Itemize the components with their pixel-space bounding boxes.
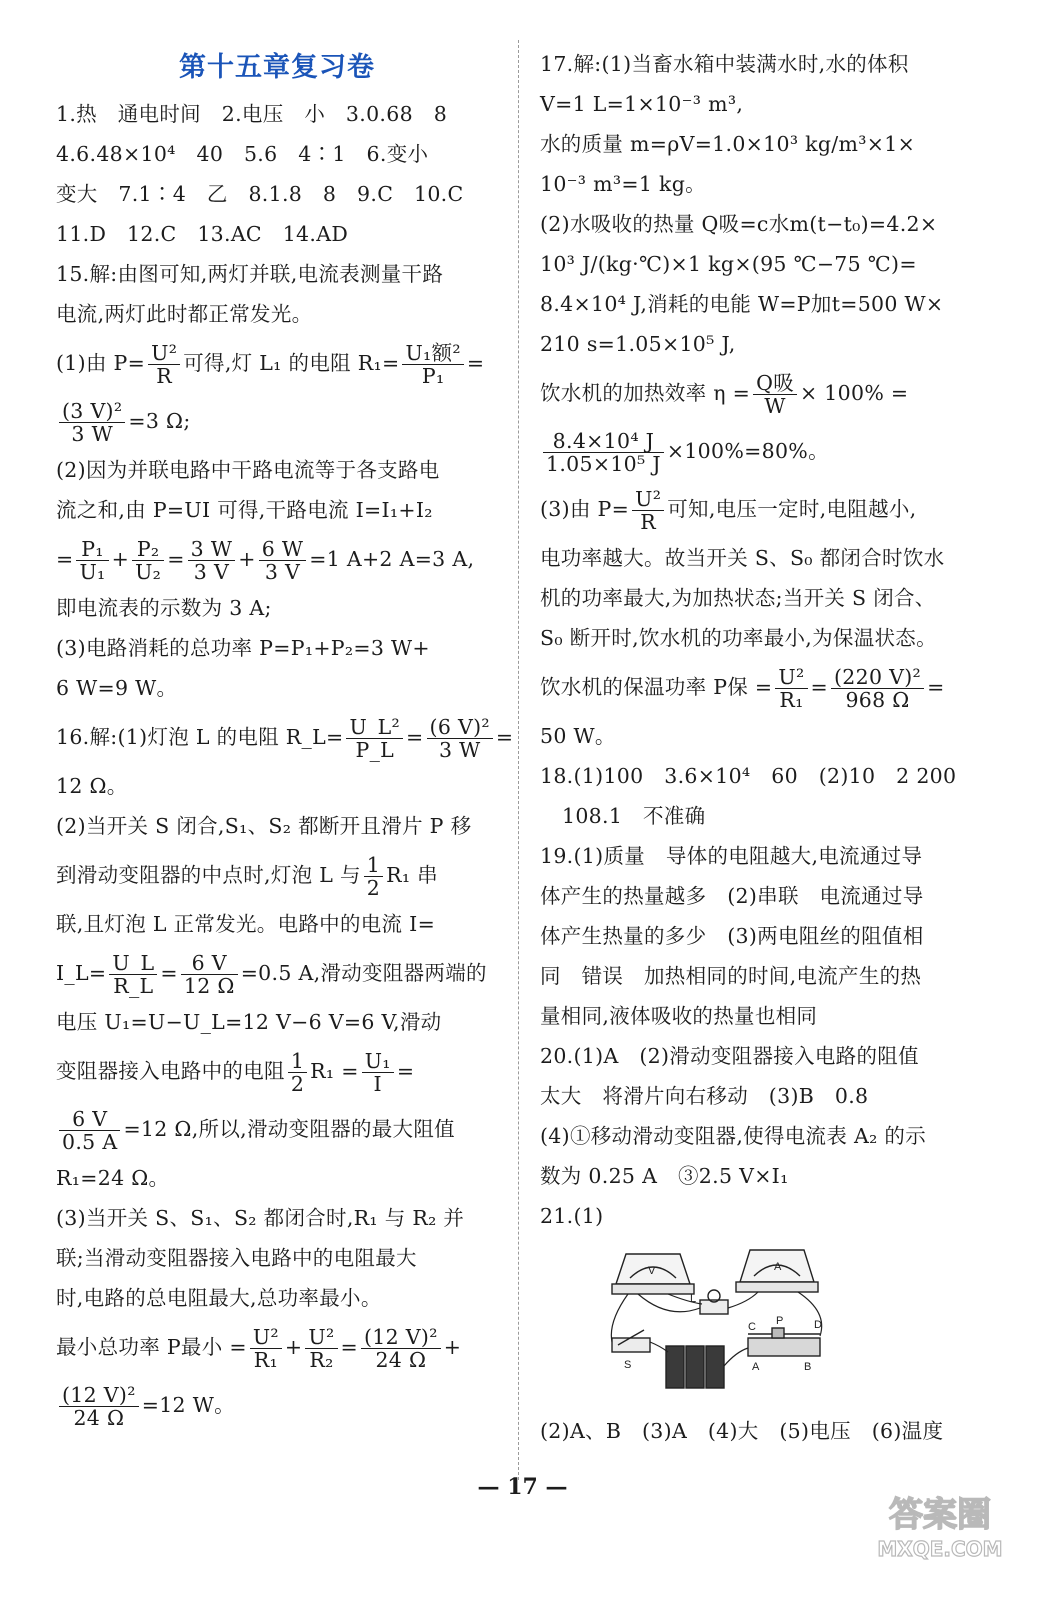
formula-line xyxy=(56,530,498,588)
text: × 100% = xyxy=(800,381,909,405)
numerator: (6 V)² xyxy=(427,716,493,739)
answer-line: S₀ 断开时,饮水机的功率最小,为保温状态。 xyxy=(540,626,937,650)
denominator: R₁ xyxy=(253,1348,278,1372)
answer-line: 4.6.48×10⁴ 40 5.6 4∶1 6.变小 xyxy=(56,142,429,166)
denominator: 24 Ω xyxy=(375,1348,427,1372)
numerator: P₂ xyxy=(132,538,164,561)
denominator: 24 Ω xyxy=(73,1406,125,1430)
answer-line: 变大 7.1∶4 乙 8.1.8 8 9.C 10.C xyxy=(56,182,464,206)
text: =1 A+2 A=3 A, xyxy=(309,547,475,571)
answer-line: (2)水吸收的热量 Q吸=c水m(t−t₀)=4.2× xyxy=(540,212,938,236)
text: =12 Ω,所以,滑动变阻器的最大阻值 xyxy=(123,1117,455,1141)
answer-line: (2)当开关 S 闭合,S₁、S₂ 都断开且滑片 P 移 xyxy=(56,814,472,838)
numerator: U₁额² xyxy=(402,342,463,365)
denominator: U₂ xyxy=(135,560,162,584)
answer-line: 108.1 不准确 xyxy=(562,804,706,828)
terminal-a-label: A xyxy=(752,1361,760,1373)
fraction xyxy=(259,538,307,583)
answer-line: (2)因为并联电路中干路电流等于各支路电 xyxy=(56,458,440,482)
denominator: 3 V xyxy=(193,560,230,584)
answer-line: 即电流表的示数为 3 A; xyxy=(56,596,272,620)
fraction xyxy=(132,538,164,583)
numerator: U₁ xyxy=(362,1050,394,1073)
numerator: 3 W xyxy=(188,538,236,561)
text: + xyxy=(238,547,256,571)
numerator: 6 V xyxy=(181,952,238,975)
numerator: 1 xyxy=(364,854,383,877)
fraction xyxy=(59,400,125,445)
switch-label: S xyxy=(624,1359,632,1371)
formula-line xyxy=(56,1100,498,1158)
text: + xyxy=(284,1335,303,1359)
fraction xyxy=(362,1050,394,1095)
answer-line: 电功率越大。故当开关 S、S₀ 都闭合时饮水 xyxy=(540,546,945,570)
ammeter-label: A xyxy=(774,1261,782,1273)
answer-line: 15.解:由图可知,两灯并联,电流表测量干路 xyxy=(56,262,444,286)
numerator: 8.4×10⁴ J xyxy=(543,430,664,453)
denominator: U₁ xyxy=(79,560,106,584)
answer-line: 时,电路的总电阻最大,总功率最小。 xyxy=(56,1286,382,1310)
formula-line xyxy=(540,658,980,716)
fraction xyxy=(831,666,924,711)
denominator: 3 W xyxy=(71,422,113,446)
denominator: 12 Ω xyxy=(183,974,235,998)
numerator: (220 V)² xyxy=(831,666,924,689)
page-title: 第十五章复习卷 xyxy=(179,52,375,83)
switch-icon xyxy=(612,1330,650,1352)
fraction xyxy=(288,1050,307,1095)
formula-line xyxy=(540,480,980,538)
fraction xyxy=(427,716,493,761)
text: =0.5 A,滑动变阻器两端的 xyxy=(240,961,487,985)
text: R₁ = xyxy=(310,1059,359,1083)
numerator: P₁ xyxy=(76,538,108,561)
text: 饮水机的保温功率 P保 = xyxy=(540,675,773,699)
answer-line: 18.(1)100 3.6×10⁴ 60 (2)10 2 200 xyxy=(540,764,957,788)
numerator: (3 V)² xyxy=(59,400,125,423)
formula-line xyxy=(56,392,498,450)
fraction xyxy=(775,666,807,711)
fraction xyxy=(148,342,180,387)
denominator: 2 xyxy=(290,1072,305,1096)
text: = xyxy=(340,1335,358,1359)
text: 饮水机的加热效率 η = xyxy=(540,381,751,405)
rheostat-icon xyxy=(748,1328,820,1356)
answer-line: 17.解:(1)当畜水箱中装满水时,水的体积 xyxy=(540,52,909,76)
answer-line: 数为 0.25 A ③2.5 V×I₁ xyxy=(540,1164,789,1188)
fraction xyxy=(109,952,157,997)
text: =3 Ω; xyxy=(128,409,191,433)
text: + xyxy=(111,547,130,571)
numerator: (12 V)² xyxy=(59,1384,139,1407)
fraction xyxy=(76,538,108,583)
fraction xyxy=(250,1326,282,1371)
terminal-d-label: D xyxy=(814,1319,823,1331)
answer-line: 8.4×10⁴ J,消耗的电能 W=P加t=500 W× xyxy=(540,292,944,316)
answer-line: 10³ J/(kg·℃)×1 kg×(95 ℃−75 ℃)= xyxy=(540,252,917,276)
numerator: U² xyxy=(632,488,664,511)
terminal-b-label: B xyxy=(804,1361,812,1373)
answer-line: 联;当滑动变阻器接入电路中的电阻最大 xyxy=(56,1246,417,1270)
denominator: 2 xyxy=(366,876,381,900)
battery-icon xyxy=(666,1346,724,1388)
fraction xyxy=(59,1108,120,1153)
left-column xyxy=(56,44,514,1434)
right-column xyxy=(540,44,980,1451)
answer-line: 50 W。 xyxy=(540,724,616,748)
numerator: 6 W xyxy=(259,538,307,561)
formula-line xyxy=(56,1318,498,1376)
text: 可知,电压一定时,电阻越小, xyxy=(667,497,917,521)
answer-line: R₁=24 Ω。 xyxy=(56,1166,170,1190)
text: = xyxy=(56,547,74,571)
answer-line: 联,且灯泡 L 正常发光。电路中的电流 I= xyxy=(56,912,436,936)
answer-line: (3)电路消耗的总功率 P=P₁+P₂=3 W+ xyxy=(56,636,430,660)
answer-line: 机的功率最大,为加热状态;当开关 S 闭合、 xyxy=(540,586,936,610)
answer-line: 太大 将滑片向右移动 (3)B 0.8 xyxy=(540,1084,869,1108)
text: I_L= xyxy=(56,961,107,985)
answer-line: (2)A、B (3)A (4)大 (5)电压 (6)温度 xyxy=(540,1419,944,1443)
text: ×100%=80%。 xyxy=(666,439,829,463)
answer-line: 10⁻³ m³=1 kg。 xyxy=(540,172,706,196)
formula-line xyxy=(56,846,498,904)
denominator: R_L xyxy=(113,974,154,998)
denominator: R₂ xyxy=(309,1348,334,1372)
answer-line: 量相同,液体吸收的热量也相同 xyxy=(540,1004,818,1028)
bulb-label: L xyxy=(690,1293,697,1305)
text: = xyxy=(495,725,514,749)
fraction xyxy=(305,1326,337,1371)
voltmeter-label: V xyxy=(648,1265,656,1277)
answer-line: 6 W=9 W。 xyxy=(56,676,178,700)
answer-line: 电流,两灯此时都正常发光。 xyxy=(56,302,313,326)
text: (3)由 P= xyxy=(540,497,630,521)
formula-line xyxy=(56,944,498,1002)
watermark-text: 答案圈 xyxy=(889,1495,991,1535)
text: = xyxy=(810,675,828,699)
answer-line: 210 s=1.05×10⁵ J, xyxy=(540,332,736,356)
numerator: 1 xyxy=(288,1050,307,1073)
text: = xyxy=(167,547,185,571)
denominator: R xyxy=(640,510,657,534)
fraction xyxy=(346,716,403,761)
fraction xyxy=(361,1326,441,1371)
text: = xyxy=(927,675,945,699)
answer-line: 11.D 12.C 13.AC 14.AD xyxy=(56,222,349,246)
answer-line: (3)当开关 S、S₁、S₂ 都闭合时,R₁ 与 R₂ 并 xyxy=(56,1206,465,1230)
denominator: I xyxy=(373,1072,382,1096)
formula-line xyxy=(540,364,980,422)
numerator: Q吸 xyxy=(753,372,797,395)
formula-line xyxy=(56,1042,498,1100)
denominator: 0.5 A xyxy=(62,1130,118,1154)
text: 可得,灯 L₁ 的电阻 R₁= xyxy=(183,351,400,375)
text: = xyxy=(396,1059,415,1083)
answer-line: 体产生热量的多少 (3)两电阻丝的阻值相 xyxy=(540,924,924,948)
watermark-url: MXQE.COM xyxy=(877,1537,1003,1561)
formula-line xyxy=(56,1376,498,1434)
text: =12 W。 xyxy=(141,1393,235,1417)
denominator: P₁ xyxy=(421,364,445,388)
denominator: W xyxy=(764,394,786,418)
text: 16.解:(1)灯泡 L 的电阻 R_L= xyxy=(56,725,344,749)
bulb-icon xyxy=(700,1290,728,1314)
answer-line: V=1 L=1×10⁻³ m³, xyxy=(540,92,744,116)
formula-line xyxy=(56,708,514,766)
answer-line: 19.(1)质量 导体的电阻越大,电流通过导 xyxy=(540,844,923,868)
fraction xyxy=(543,430,664,475)
text: + xyxy=(443,1335,462,1359)
numerator: (12 V)² xyxy=(361,1326,441,1349)
numerator: U² xyxy=(148,342,180,365)
fraction xyxy=(181,952,238,997)
answer-line: 20.(1)A (2)滑动变阻器接入电路的阻值 xyxy=(540,1044,919,1068)
fraction xyxy=(364,854,383,899)
page-number: — 17 — xyxy=(477,1474,568,1500)
numerator: U_L xyxy=(109,952,157,975)
answer-line: 电压 U₁=U−U_L=12 V−6 V=6 V,滑动 xyxy=(56,1010,442,1034)
text: 到滑动变阻器的中点时,灯泡 L 与 xyxy=(56,863,361,887)
text: 变阻器接入电路中的电阻 xyxy=(56,1059,285,1083)
circuit-diagram xyxy=(608,1242,838,1392)
fraction xyxy=(402,342,463,387)
answer-line: 12 Ω。 xyxy=(56,774,128,798)
numerator: 6 V xyxy=(59,1108,120,1131)
denominator: 3 W xyxy=(438,738,481,762)
text: = xyxy=(406,725,424,749)
answer-line: 1.热 通电时间 2.电压 小 3.0.68 8 xyxy=(56,102,448,126)
numerator: U² xyxy=(775,666,807,689)
numerator: U² xyxy=(305,1326,337,1349)
numerator: U² xyxy=(250,1326,282,1349)
text: (1)由 P= xyxy=(56,351,146,375)
denominator: P_L xyxy=(355,738,395,762)
denominator: 968 Ω xyxy=(845,688,910,712)
text: R₁ 串 xyxy=(386,863,438,887)
fraction xyxy=(753,372,797,417)
answer-line: 同 错误 加热相同的时间,电流产生的热 xyxy=(540,964,922,988)
fraction xyxy=(188,538,236,583)
slider-p-label: P xyxy=(776,1315,784,1327)
answer-line: (4)①移动滑动变阻器,使得电流表 A₂ 的示 xyxy=(540,1124,927,1148)
answer-line: 21.(1) xyxy=(540,1204,604,1228)
answer-line: 流之和,由 P=UI 可得,干路电流 I=I₁+I₂ xyxy=(56,498,433,522)
answer-line: 水的质量 m=ρV=1.0×10³ kg/m³×1× xyxy=(540,132,916,156)
fraction xyxy=(632,488,664,533)
text: 最小总功率 P最小 = xyxy=(56,1335,247,1359)
text: = xyxy=(466,351,485,375)
terminal-c-label: C xyxy=(748,1321,757,1333)
answer-line: 体产生的热量越多 (2)串联 电流通过导 xyxy=(540,884,924,908)
formula-line xyxy=(56,334,498,392)
denominator: 1.05×10⁵ J xyxy=(546,452,661,476)
numerator: U_L² xyxy=(346,716,403,739)
formula-line xyxy=(540,422,980,480)
watermark-logo xyxy=(865,1486,1015,1566)
text: = xyxy=(160,961,178,985)
fraction xyxy=(59,1384,139,1429)
column-divider xyxy=(518,40,519,1480)
denominator: R xyxy=(156,364,173,388)
denominator: 3 V xyxy=(264,560,301,584)
denominator: R₁ xyxy=(779,688,804,712)
